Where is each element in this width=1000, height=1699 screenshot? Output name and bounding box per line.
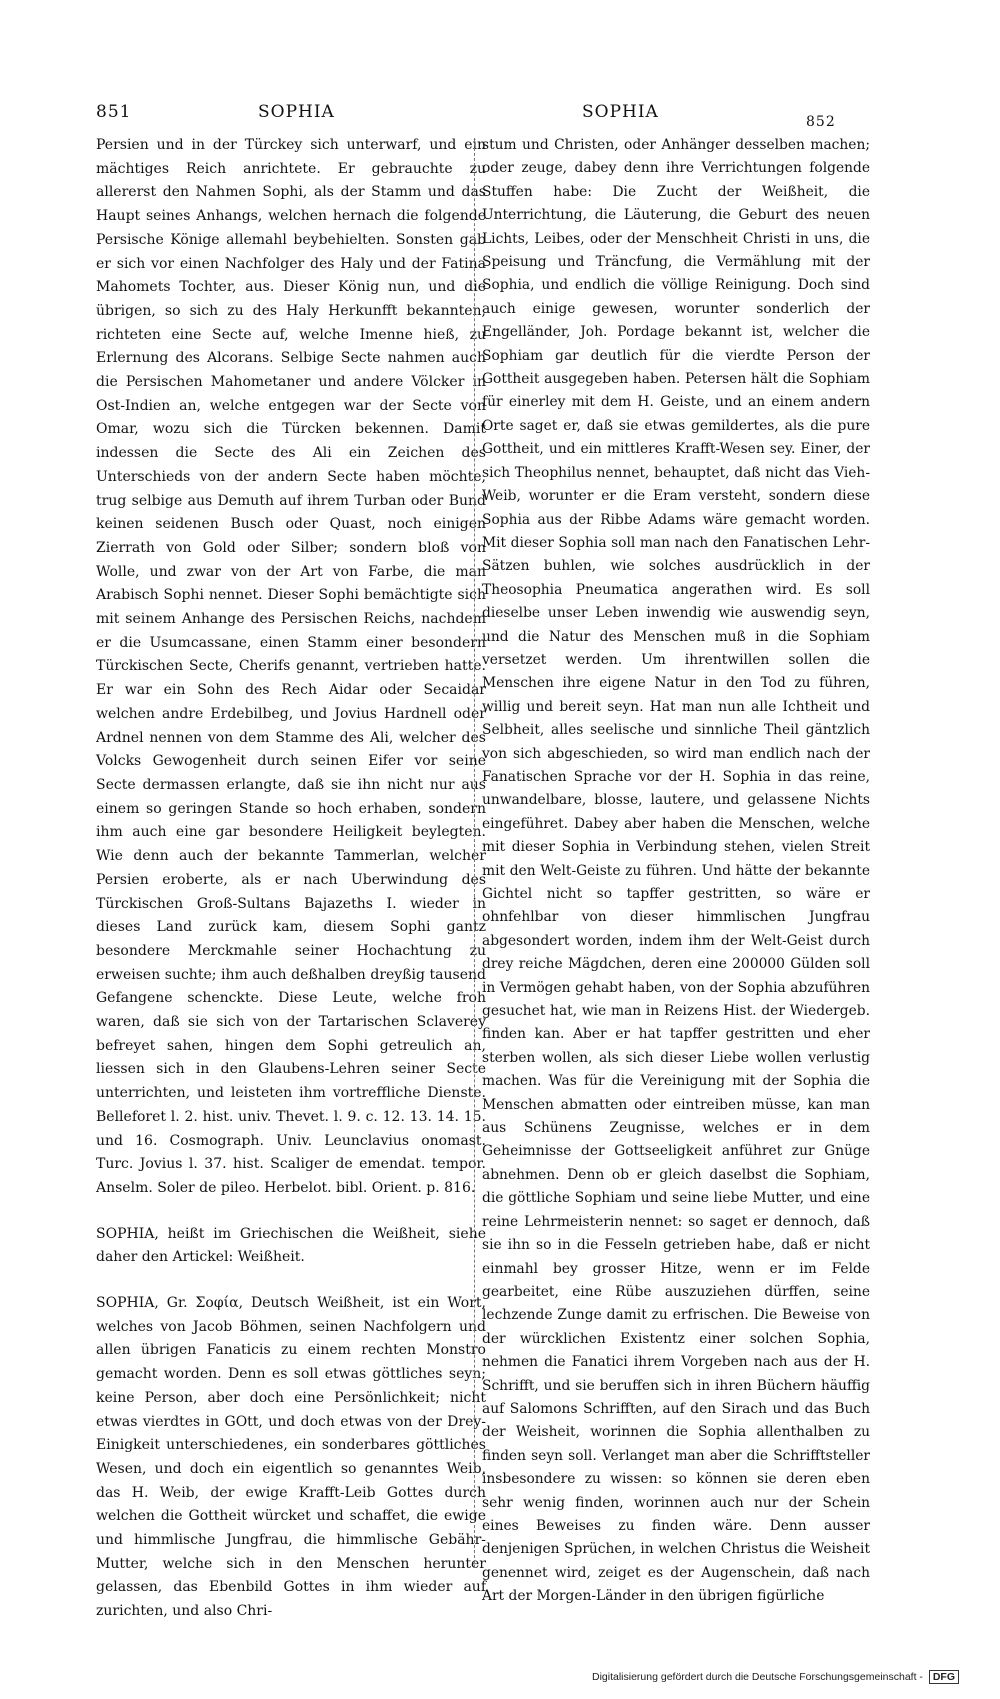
- running-head-left: SOPHIA: [258, 102, 335, 122]
- left-column: [96, 134, 486, 1624]
- entry-sophia-cross-reference: SOPHIA, heißt im Griechischen die Weißheit, siehe daher den Artickel: Weißheit.: [96, 1225, 486, 1266]
- running-head-right: SOPHIA: [582, 102, 659, 122]
- page-number-left: 851: [96, 102, 132, 122]
- footer-text: Digitalisierung gefördert durch die Deutsche Forschungsgemeinschaft -: [592, 1671, 923, 1683]
- digitization-footer: [592, 1670, 992, 1684]
- right-column: [482, 134, 870, 1609]
- page-header: [0, 92, 1000, 132]
- entry-sophia-continued: stum und Christen, oder Anhänger desselben machen; oder zeuge, dabey denn ihre Verrichtungen folgende Stuffen habe: Die Zucht der Weißheit, die Unterrichtung, die Läuterung, die Geburt des neuen Lichts, Leibes, oder der Menschheit Christi in uns, die Speisung und Träncfung, die Vermählung mit der Sophia, und endlich die völlige Reinigung. Doch sind auch einige gewesen, worunter sonderlich der Engelländer, Joh. Pordage bekannt ist, welcher die Sophiam gar deutlich für die vierdte Person der Gottheit ausgegeben haben. Petersen hält die Sophiam für einerley mit dem H. Geiste, und an einem andern Orte saget er, daß sie etwas gemildertes, als die pure Gottheit, und ein mittleres Krafft-Wesen sey. Einer, der sich Theophilus nennet, behauptet, daß nicht das Vieh-Weib, worunter er die Eram versteht, sondern diese Sophia aus der Ribbe Adams wäre gemacht worden. Mit dieser Sophia soll man nach den Fanatischen Lehr-Sätzen buhlen, wie solches ausdrücklich in der Theosophia Pneumatica angerathen wird. Es soll dieselbe unser Leben inwendig wie auswendig seyn, und die Natur des Menschen muß in die Sophiam versetzet werden. Um ihrentwillen sollen die Menschen ihre eigene Natur in den Tod zu führen, willig und bereit seyn. Hat man nun alle Ichtheit und Selbheit, alles seelische und sinnliche Theil gäntzlich von sich abgeschieden, so wird man endlich nach der Fanatischen Sprache vor der H. Sophia in das reine, unwandelbare, blosse, lautere, und gelassene Nichts eingeführet. Dabey aber haben die Menschen, welche mit dieser Sophia in Verbindung stehen, vielen Streit mit den Welt-Geiste zu führen. Und hätte der bekannte Gichtel nicht so tapffer gestritten, so wäre er ohnfehlbar von dieser himmlischen Jungfrau abgesondert worden, indem ihm der Welt-Geist durch drey reiche Mägdchen, deren eine 200000 Gülden soll in Vermögen gehabt haben, von der Sophia abzuführen gesuchet hat, wie man in Reizens Hist. der Wiedergeb. finden kan. Aber er hat tapffer gestritten und eher sterben wollen, als sich dieser Liebe wollen verlustig machen. Was für die Vereinigung mit der Sophia die Menschen abmatten oder eintreiben müsse, kan man aus Schünens Zeugnisse, welches er in dem Geheimnisse der Gottseeligkeit anführet zur Gnüge abnehmen. Denn ob er gleich daselbst die Sophiam, die göttliche Sophiam und seine liebe Mutter, und eine reine Lehrmeisterin nennet: so saget er dennoch, daß sie ihn so in die Fesseln getrieben habe, daß er nicht einmahl bey grosser Hitze, wenn er im Felde gearbeitet, eine Rübe auszuziehen dürffen, seine lechzende Zunge damit zu erfrischen. Die Beweise von der würcklichen Existentz einer solchen Sophia, nehmen die Fanatici ihrem Vorgeben nach aus der H. Schrifft, und sie beruffen sich in ihren Büchern häuffig auf Salomons Schrifften, auf den Sirach und das Buch der Weisheit, worinnen die Sophia allenthalben zu finden seyn soll. Verlanget man aber die Schrifftsteller insbesondere zu wissen: so können sie deren eben sehr wenig finden, worinnen auch nur der Schein eines Beweises zu finden wäre. Denn ausser denjenigen Sprüchen, in welchen Christus die Weisheit genennet wird, zeiget es der Augenschein, daß nach Art der Morgen-Länder in den übrigen figürliche: [482, 137, 870, 1605]
- dfg-logo: DFG: [929, 1670, 959, 1684]
- entry-sophia-main: SOPHIA, Gr. Σοφία, Deutsch Weißheit, ist ein Wort, welches von Jacob Böhmen, seinen Nachfolgern und allen übrigen Fanaticis zu einem rechten Monstro gemacht worden. Denn es soll etwas göttliches seyn; keine Person, aber doch eine Persönlichkeit; nicht etwas vierdtes in GOtt, und doch etwas von der Drey-Einigkeit unterschiedenes, ein sonderbares göttliches Wesen, und doch ein eigentlich so genanntes Weib, das H. Weib, der ewige Krafft-Leib Gottes durch welchen die Gottheit würcket und schaffet, die ewige und himmlische Jungfrau, die himmlische Gebähr-Mutter, welche sich in den Menschen herunter gelassen, das Ebenbild Gottes in ihm wieder auf zurichten, und also Chri-: [96, 1295, 486, 1620]
- column-divider: [474, 138, 476, 1568]
- page-number-right: 852: [806, 114, 836, 130]
- entry-sophi-continued: Persien und in der Türckey sich unterwarf, und ein mächtiges Reich anrichtete. Er gebrauchte zu allererst den Nahmen Sophi, als der Stamm und das Haupt seines Anhangs, welchen hernach die folgende Persische Könige allemahl beybehielten. Sonsten gab er sich vor einen Nachfolger des Haly und der Fatina Mahomets Tochter, aus. Dieser König nun, und die übrigen, so sich zu des Haly Herkunfft bekannten, richteten eine Secte auf, welche Imenne hieß, zu Erlernung des Alcorans. Selbige Secte nahmen auch die Persischen Mahometaner und andere Völcker in Ost-Indien an, welche entgegen war der Secte von Omar, wozu sich die Türcken bekennen. Damit indessen die Secte des Ali ein Zeichen des Unterschieds von der andern Secte haben möchte, trug selbige aus Demuth auf ihrem Turban oder Bund keinen seidenen Busch oder Quast, noch einigen Zierrath von Gold oder Silber; sondern bloß von Wolle, und zwar von der Art von Farbe, die man Arabisch Sophi nennet. Dieser Sophi bemächtigte sich mit seinem Anhange des Persischen Reichs, nachdem er die Usumcassane, einen Stamm einer besondern Türckischen Secte, Cherifs genannt, vertrieben hatte. Er war ein Sohn des Rech Aidar oder Secaidar welchen andre Erdebilbeg, und Jovius Hardnell oder Ardnel nennen von dem Stamme des Ali, welcher des Volcks Gewogenheit durch seinen Eifer vor seine Secte dermassen erlangte, daß sie ihn nicht nur aus einem so geringen Stande so hoch erhaben, sondern ihm auch eine gar besondere Heiligkeit beylegten. Wie denn auch der bekannte Tammerlan, welcher Persien eroberte, als er nach Uberwindung des Türckischen Groß-Sultans Bajazeths I. wieder in dieses Land zurück kam, diesem Sophi gantz besondere Merckmahle seiner Hochachtung zu erweisen suchte; ihm auch deßhalben dreyßig tausend Gefangene schenckte. Diese Leute, welche froh waren, daß sie sich von der Tartarischen Sclaverey befreyet sahen, hingen dem Sophi getreulich an, liessen sich in den Glaubens-Lehren seiner Secte unterrichten, und leisteten ihm vortreffliche Dienste. Belleforet l. 2. hist. univ. Thevet. l. 9. c. 12. 13. 14. 15. und 16. Cosmograph. Univ. Leunclavius onomast. Turc. Jovius l. 37. hist. Scaliger de emendat. tempor. Anselm. Soler de pileo. Herbelot. bibl. Orient. p. 816.: [96, 137, 486, 1196]
